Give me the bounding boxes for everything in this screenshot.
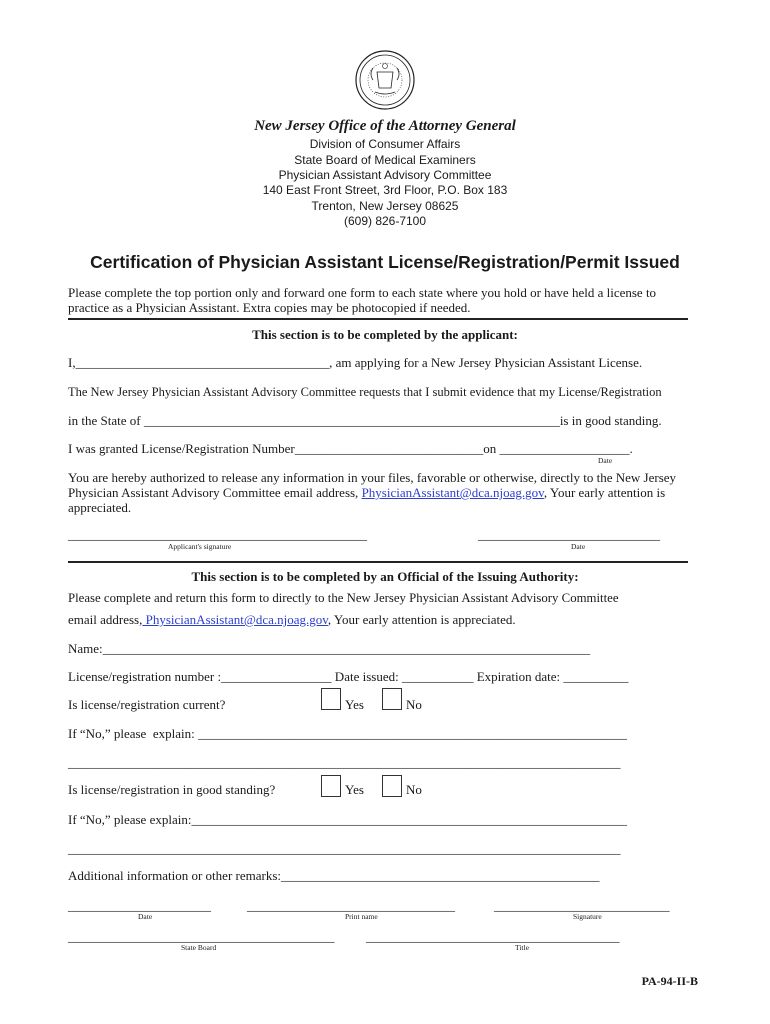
standing-yes-label: Yes bbox=[345, 782, 364, 797]
print-name-caption: Print name bbox=[345, 912, 378, 921]
state-line[interactable]: in the State of ________________________________________________________________is in good standing. bbox=[68, 413, 662, 428]
official-instructions: Please complete and return this form to directly to the New Jersey Physician Assistant Advisory Committee bbox=[68, 591, 619, 605]
official-date-caption: Date bbox=[138, 912, 153, 921]
state-seal-icon bbox=[355, 50, 415, 110]
standing-no-checkbox[interactable] bbox=[382, 775, 402, 797]
board-name: State Board of Medical Examiners bbox=[294, 153, 476, 167]
city-address: Trenton, New Jersey 08625 bbox=[311, 199, 459, 213]
official-title-line[interactable]: _______________________________________ bbox=[366, 929, 620, 944]
email-link[interactable]: PhysicianAssistant@dca.njoag.gov bbox=[361, 485, 544, 500]
email-label: email address, bbox=[68, 612, 143, 627]
state-board-caption: State Board bbox=[181, 943, 217, 952]
section-divider-2 bbox=[68, 561, 688, 563]
office-name: New Jersey Office of the Attorney General bbox=[254, 118, 516, 134]
applicant-section-heading: This section is to be completed by the applicant: bbox=[252, 327, 518, 342]
applicant-date-line[interactable]: ____________________________ bbox=[478, 527, 660, 542]
committee-request-text: The New Jersey Physician Assistant Advisory Committee requests that I submit evidence that my License/Registration bbox=[68, 385, 662, 399]
standing-yes-checkbox[interactable] bbox=[321, 775, 341, 797]
authorization-body: You are hereby authorized to release any information in your files, favorable or otherwise, directly to the New Jersey Physician Assistant Advisory Committee email address, bbox=[68, 470, 677, 500]
official-title-caption: Title bbox=[515, 943, 529, 952]
explain-field-1[interactable]: If “No,” please explain: __________________________________________________________________ bbox=[68, 726, 627, 741]
standing-no-label: No bbox=[406, 782, 422, 797]
current-no-checkbox[interactable] bbox=[382, 688, 402, 710]
state-board-line[interactable]: _________________________________________ bbox=[68, 929, 335, 944]
current-yes-checkbox[interactable] bbox=[321, 688, 341, 710]
current-yes-label: Yes bbox=[345, 697, 364, 712]
blank-line-1[interactable]: _____________________________________________________________________________________ bbox=[68, 755, 621, 770]
form-id: PA-94-II-B bbox=[641, 974, 698, 988]
applicant-signature-line[interactable]: ______________________________________________ bbox=[68, 527, 367, 542]
name-field[interactable]: Name:___________________________________________________________________________ bbox=[68, 641, 591, 656]
current-question: Is license/registration current? bbox=[68, 697, 226, 712]
official-email-link[interactable]: PhysicianAssistant@dca.njoag.gov bbox=[142, 612, 328, 627]
division-name: Division of Consumer Affairs bbox=[309, 137, 461, 151]
official-signature-caption: Signature bbox=[573, 912, 602, 921]
applicant-signature-caption: Applicant's signature bbox=[168, 542, 232, 551]
official-date-line[interactable]: ______________________ bbox=[68, 898, 211, 913]
intro-text: Please complete the top portion only and forward one form to each state where you hold or have held a license to practice as a Physician Assistant. Extra copies may be photocopied if needed. bbox=[68, 285, 657, 315]
page-title: Certification of Physician Assistant License/Registration/Permit Issued bbox=[90, 252, 680, 272]
official-signature-line[interactable]: ___________________________ bbox=[494, 898, 670, 913]
print-name-line[interactable]: ________________________________ bbox=[247, 898, 455, 913]
current-no-label: No bbox=[406, 697, 422, 712]
authorization-text bbox=[68, 470, 698, 515]
section-divider bbox=[68, 318, 688, 320]
blank-line-2[interactable]: _____________________________________________________________________________________ bbox=[68, 841, 621, 856]
standing-question: Is license/registration in good standing? bbox=[68, 782, 276, 797]
phone-number: (609) 826-7100 bbox=[343, 214, 427, 228]
authorization-tail: , Your early attention is appreciated. bbox=[68, 485, 666, 515]
explain-field-2[interactable]: If “No,” please explain:___________________________________________________________________ bbox=[68, 812, 627, 827]
official-email-line bbox=[68, 612, 516, 628]
applicant-date-caption: Date bbox=[571, 542, 586, 551]
license-number-line[interactable]: I was granted License/Registration Number_____________________________on ____________________. bbox=[68, 441, 633, 456]
street-address: 140 East Front Street, 3rd Floor, P.O. Box 183 bbox=[262, 183, 508, 197]
license-details-line[interactable]: License/registration number :_________________ Date issued: ___________ Expiration date: __________ bbox=[68, 669, 629, 684]
applicant-name-line[interactable]: I,_______________________________________, am applying for a New Jersey Physician Assistant License. bbox=[68, 355, 643, 370]
date-caption: Date bbox=[598, 456, 613, 465]
email-tail: , Your early attention is appreciated. bbox=[327, 612, 516, 627]
official-section-heading: This section is to be completed by an Official of the Issuing Authority: bbox=[191, 569, 579, 584]
remarks-field[interactable]: Additional information or other remarks:_________________________________________________ bbox=[68, 868, 600, 883]
committee-name: Physician Assistant Advisory Committee bbox=[278, 168, 492, 182]
